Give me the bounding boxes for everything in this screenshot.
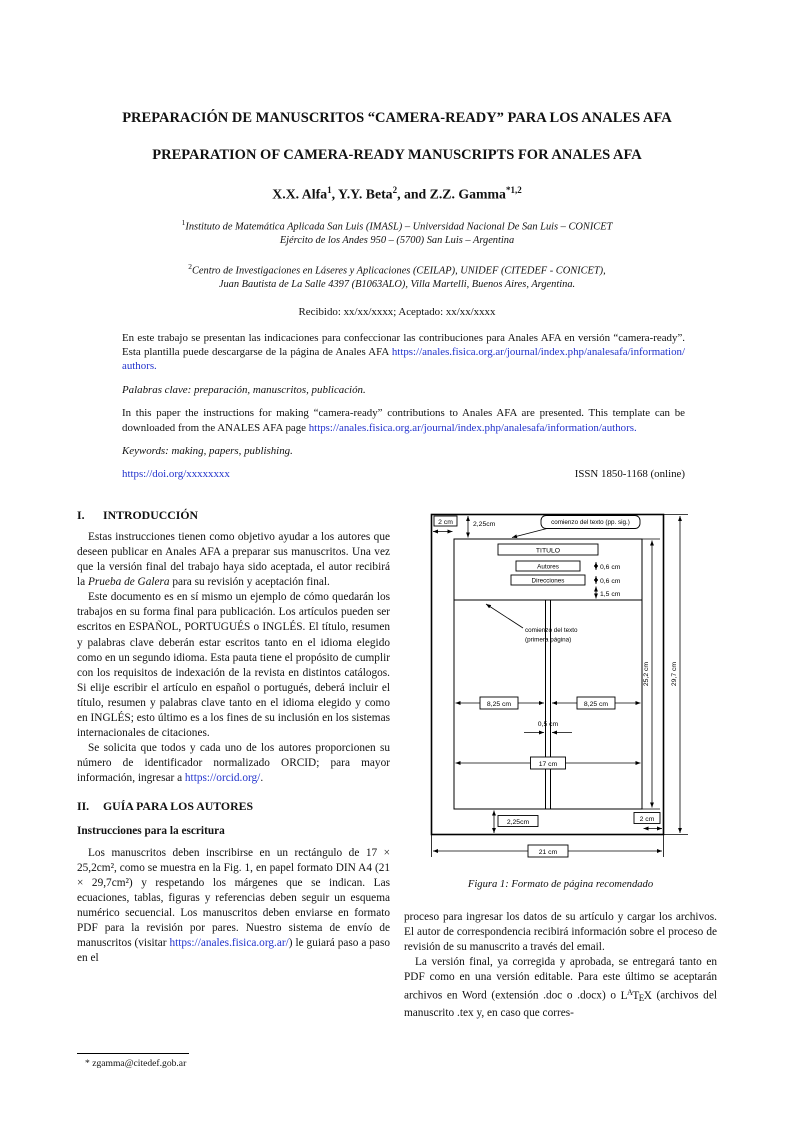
galley-proof-term: Prueba de Galera xyxy=(87,576,170,589)
abstract-english-text: In this paper the instructions for making “camera-ready” contributions to Anales AFA are presented. This template can be downloaded from the ANALES AFA page xyxy=(122,407,685,434)
latex-letter: L xyxy=(620,989,628,1002)
subsection-heading: Instrucciones para la escritura xyxy=(77,824,225,837)
paragraph-guide-3 xyxy=(404,955,717,1021)
paper-title-english: PREPARATION OF CAMERA-READY MANUSCRIPTS FOR ANALES AFA xyxy=(152,147,642,163)
latex-letter: T xyxy=(632,989,640,1002)
corresponding-author-footnote xyxy=(77,1053,377,1069)
footnote-email: * zgamma@citedef.gob.ar xyxy=(85,1058,187,1069)
affiliation-line: Ejército de los Andes 950 – (5700) San Luis – Argentina xyxy=(279,234,515,246)
paragraph-text: Se solicita que todos y cada uno de los autores proporcionen su número de identificador normalizado ORCID; para mayor información, ingresar a xyxy=(77,742,390,785)
top-margin-label: 2,25cm xyxy=(472,520,495,528)
paragraph-text: para su revisión y aceptación final. xyxy=(169,576,330,589)
abstract-block xyxy=(122,331,685,482)
authors-box-label: Autores xyxy=(536,563,559,571)
doi-issn-row xyxy=(122,467,685,481)
paragraph-intro-1 xyxy=(77,530,390,590)
section-number: I. xyxy=(77,507,85,522)
two-column-body xyxy=(77,508,717,1021)
affiliation-mark: 2 xyxy=(188,262,192,272)
section-number: II. xyxy=(77,799,90,814)
abstract-english xyxy=(122,406,685,435)
text-start-first-arrow xyxy=(486,604,523,628)
paragraph-intro-3 xyxy=(77,741,390,786)
author-line xyxy=(77,185,717,203)
author-name: X.X. Alfa xyxy=(272,186,328,202)
gap-below-label: 1,5 cm xyxy=(599,590,620,598)
abstract-english-link[interactable]: https://anales.fisica.org.ar/journal/index.php/analesafa/information/authors. xyxy=(308,421,637,434)
author-affil-mark: *1,2 xyxy=(505,185,522,195)
title-box-label: TITULO xyxy=(535,547,560,555)
bottom-right-margin-label: 2 cm xyxy=(639,815,654,823)
latex-logo xyxy=(621,990,652,1002)
section-title: GUÍA PARA LOS AUTORES xyxy=(103,799,254,814)
affiliation-line: Juan Bautista de La Salle 4397 (B1063ALO), Villa Martelli, Buenos Aires, Argentina. xyxy=(218,279,576,291)
figure-1 xyxy=(404,510,717,892)
paragraph-intro-2: Este documento es en sí mismo un ejemplo de cómo quedarán los trabajos en su forma final para publicación. Los artículos pueden ser escritos en ESPAÑOL, PORTUGUÉS o INGLÉS. El título, resumen y palabras clave deberán estar escritos tanto en el idioma elegido como en un segundo idioma. Esta pauta tiene el propósito de cumplir con los requisitos de indexación de la revista en distintos catálogos. Si elije escribir el artículo en español o portugués, deberá incluir el título, resumen y palabras clave tanto en el idioma elegido y como en INGLÉS; esto último es a los fines de su inclusión en los sistemas internacionales de citaciones. xyxy=(77,591,390,740)
figure-caption: Figura 1: Formato de página recomendado xyxy=(467,878,654,890)
addresses-height-label: 0,6 cm xyxy=(599,577,620,585)
addresses-box-label: Direcciones xyxy=(531,577,564,585)
col-width-left-label: 8,25 cm xyxy=(486,700,511,708)
affiliation-2 xyxy=(77,260,717,291)
paper-content xyxy=(77,0,717,1021)
latex-letter: A xyxy=(627,988,633,998)
text-start-first-label-2: (primera página) xyxy=(524,636,571,644)
author-separator: , and xyxy=(397,186,430,202)
anales-site-link[interactable]: https://anales.fisica.org.ar/ xyxy=(169,937,289,950)
author-name: Z.Z. Gamma xyxy=(429,186,506,202)
text-start-next-arrow xyxy=(512,528,547,537)
keywords-spanish: Palabras clave: preparación, manuscritos, publicación. xyxy=(122,383,366,396)
received-accepted-line: Recibido: xx/xx/xxxx; Aceptado: xx/xx/xxxx xyxy=(298,305,496,318)
left-column xyxy=(77,508,390,1021)
orcid-link[interactable]: https://orcid.org/ xyxy=(184,772,261,785)
abstract-spanish-link[interactable]: https://anales.fisica.org.ar/journal/index.php/analesafa/information/authors. xyxy=(122,345,685,373)
doi-link[interactable]: https://doi.org/xxxxxxxx xyxy=(122,468,230,481)
col-width-right-label: 8,25 cm xyxy=(583,700,608,708)
paragraph-text: Los manuscritos deben inscribirse en un rectángulo de 17 × 25,2cm², como se muestra en la Fig. 1, en papel formato DIN A4 (21 × 29,7cm²) y respetando los márgenes que se indican. Las ecuaciones, tablas, figuras y referencias deben seguir un esquema numérico secuencial. Los manuscritos deben enviarse en formato PDF para la revisión por pares. Nuestro sistema de envío de manuscritos (visitar xyxy=(77,846,390,950)
author-separator: , xyxy=(331,186,338,202)
page-width-label: 21 cm xyxy=(538,848,557,856)
section-2-heading xyxy=(77,799,390,814)
paragraph-text: (archivos del manuscrito .tex y, en caso que corres- xyxy=(404,989,717,1019)
text-start-first-label-1: comienzo del texto xyxy=(524,626,578,634)
affiliation-1 xyxy=(77,216,717,247)
authors-height-label: 0,6 cm xyxy=(599,563,620,571)
abstract-spanish xyxy=(122,331,685,374)
author-name: Y.Y. Beta xyxy=(338,186,393,202)
author-affil-mark: 2 xyxy=(392,185,398,195)
text-height-label: 25,2 cm xyxy=(642,661,650,686)
latex-letter: X xyxy=(643,989,652,1002)
paragraph-text: . xyxy=(260,772,264,785)
paragraph-guide-2: proceso para ingresar los datos de su artículo y cargar los archivos. El autor de correspondencia recibirá información sobre el proceso de revisión de su manuscrito a través del email. xyxy=(404,910,717,954)
affiliation-line: Centro de Investigaciones en Láseres y Aplicaciones (CEILAP), UNIDEF (CITEDEF - CONICET), xyxy=(192,265,606,277)
footnote-rule xyxy=(77,1053,189,1054)
col-gap-label: 0,5 cm xyxy=(537,720,558,728)
affiliation-mark: 1 xyxy=(181,217,186,227)
right-column xyxy=(404,508,717,1021)
keywords-english: Keywords: making, papers, publishing. xyxy=(122,444,293,457)
paper-title-spanish: PREPARACIÓN DE MANUSCRITOS “CAMERA-READY” PARA LOS ANALES AFA xyxy=(122,110,672,126)
bottom-margin-label: 2,25cm xyxy=(506,818,529,826)
page-format-diagram xyxy=(428,510,694,864)
top-left-margin-label: 2 cm xyxy=(437,518,453,526)
affiliation-line: Instituto de Matemática Aplicada San Luis (IMASL) – Universidad Nacional De San Luis – CONICET xyxy=(185,221,613,233)
paragraph-text: La versión final, ya corregida y aprobada, se entregará tanto en PDF como en una versión editable. Para este último se aceptarán archivos en Word (extensión .doc o .docx) o xyxy=(404,956,717,1002)
text-width-label: 17 cm xyxy=(538,760,557,768)
section-title: INTRODUCCIÓN xyxy=(103,507,199,522)
text-start-next-label: comienzo del texto (pp. sig.) xyxy=(550,518,630,526)
paragraph-guide-1 xyxy=(77,846,390,967)
abstract-spanish-text: En este trabajo se presentan las indicaciones para confeccionar las contribuciones para Anales AFA en versión “camera-ready”. Esta plantilla puede descargarse de la página de Anales AFA xyxy=(122,331,685,358)
issn-label: ISSN 1850-1168 (online) xyxy=(574,468,685,481)
paragraph-text: ) le guiará paso a paso en el xyxy=(77,937,390,965)
page-height-label: 29,7 cm xyxy=(670,661,678,686)
section-1-heading xyxy=(77,508,390,523)
paragraph-text: Estas instrucciones tienen como objetivo ayudar a los autores que deseen publicar en Anales AFA a preparar sus manuscritos. Una vez que la versión final del trabajo haya sido aceptada, el autor recibirá la xyxy=(77,530,390,589)
author-affil-mark: 1 xyxy=(327,185,332,195)
latex-letter: E xyxy=(638,992,645,1003)
